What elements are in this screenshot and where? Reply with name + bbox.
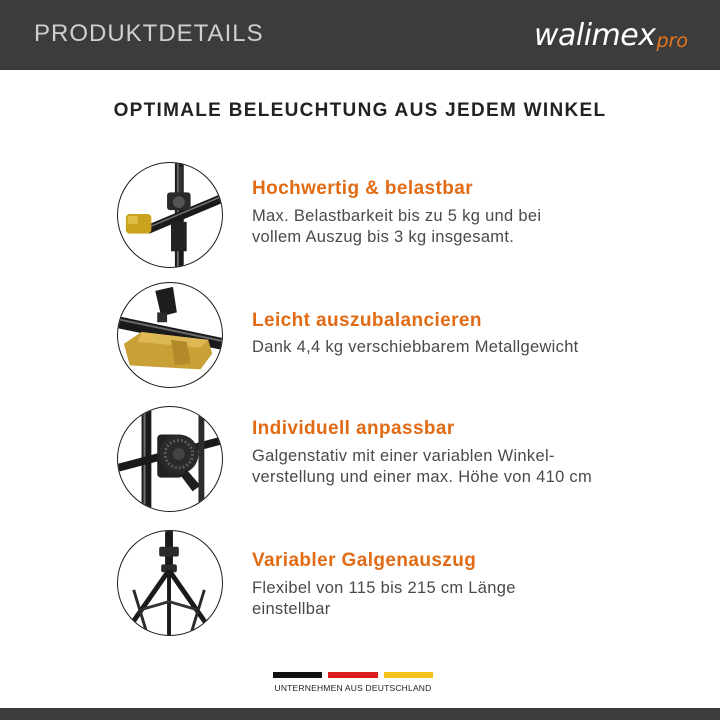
feature-title: Hochwertig & belastbar: [252, 178, 474, 199]
footer-bar: [0, 708, 720, 720]
walimex-pro-logo: [534, 14, 688, 54]
counterweight-thumbnail: [117, 282, 223, 388]
angle-joint-icon: [118, 407, 222, 511]
feature-description-line: vollem Auszug bis 3 kg insgesamt.: [252, 228, 515, 246]
angle-joint-thumbnail: [117, 406, 223, 512]
stand-head-icon: [118, 163, 222, 267]
feature-item-adjustable: [0, 404, 720, 524]
logo-wordmark: walimex: [533, 18, 656, 53]
feature-item-boom-extension: [0, 528, 720, 648]
tripod-legs-icon: [118, 531, 222, 635]
feature-description-line: Dank 4,4 kg verschiebbarem Metallgewicht: [252, 338, 579, 356]
counterweight-icon: [118, 283, 222, 387]
tripod-legs-thumbnail: [117, 530, 223, 636]
made-in-germany-caption: UNTERNEHMEN AUS DEUTSCHLAND: [274, 683, 432, 693]
flag-stripe-gold: [384, 672, 433, 678]
feature-description-line: Galgenstativ mit einer variablen Winkel-: [252, 447, 555, 465]
section-headline: OPTIMALE BELEUCHTUNG AUS JEDEM WINKEL: [113, 100, 607, 121]
stand-head-thumbnail: [117, 162, 223, 268]
feature-description-line: Flexibel von 115 bis 215 cm Länge: [252, 579, 516, 597]
feature-title: Variabler Galgenauszug: [252, 550, 477, 571]
flag-stripe-red: [328, 672, 377, 678]
feature-description-line: verstellung und einer max. Höhe von 410 cm: [252, 468, 593, 486]
feature-description-line: Max. Belastbarkeit bis zu 5 kg und bei: [252, 207, 542, 225]
feature-description: [252, 206, 652, 248]
feature-title: Individuell anpassbar: [252, 418, 455, 439]
logo-pro-suffix: pro: [656, 30, 688, 52]
header-bar: [0, 0, 720, 70]
german-flag-stripes: [273, 672, 433, 678]
feature-description: [252, 446, 652, 488]
feature-title: Leicht auszubalancieren: [252, 310, 482, 331]
page-title: PRODUKTDETAILS: [34, 20, 264, 47]
feature-item-quality: [0, 160, 720, 280]
feature-description: [252, 578, 652, 620]
feature-description-line: einstellbar: [252, 600, 331, 618]
feature-description: [252, 337, 652, 358]
flag-stripe-black: [273, 672, 322, 678]
feature-item-balance: [0, 282, 720, 402]
